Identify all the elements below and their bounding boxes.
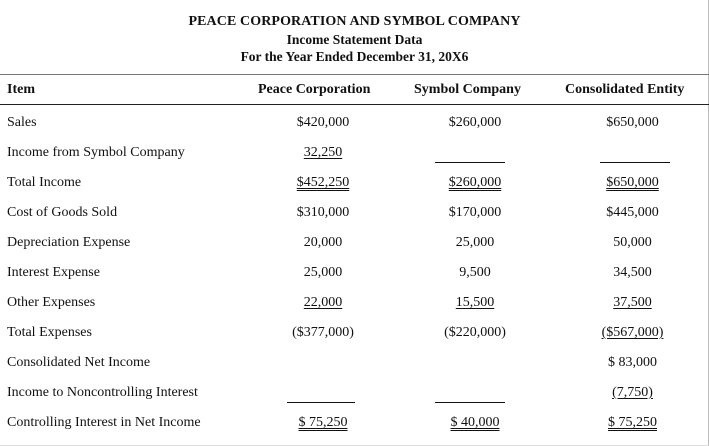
table-row <box>0 142 709 172</box>
consolidated-value: (7,750) <box>612 385 653 400</box>
column-header-item: Item <box>7 82 35 97</box>
peace-value: ($377,000) <box>292 325 354 340</box>
table-row <box>0 352 709 382</box>
row-label: Controlling Interest in Net Income <box>7 415 201 430</box>
symbol-value: $ 40,000 <box>450 415 500 430</box>
symbol-value: $260,000 <box>448 175 502 190</box>
statement-subtitle: Income Statement Data <box>286 32 423 47</box>
row-label: Cost of Goods Sold <box>7 205 118 220</box>
peace-value: $ 75,250 <box>298 415 348 430</box>
blank-line <box>435 402 505 403</box>
consolidated-value: $650,000 <box>606 115 659 130</box>
header-top-rule <box>0 74 709 75</box>
consolidated-value: $445,000 <box>606 205 659 220</box>
blank-line <box>600 162 670 163</box>
row-label: Interest Expense <box>7 265 100 280</box>
table-row <box>0 382 709 412</box>
peace-value: 32,250 <box>303 145 343 160</box>
symbol-value: $170,000 <box>448 205 502 220</box>
table-row <box>0 202 709 232</box>
table-row <box>0 232 709 262</box>
row-label: Income from Symbol Company <box>7 145 185 160</box>
column-header-symbol: Symbol Company <box>414 82 521 97</box>
blank-line <box>287 402 355 403</box>
table-row <box>0 412 709 442</box>
symbol-value: 15,500 <box>455 295 495 310</box>
row-label: Depreciation Expense <box>7 235 131 250</box>
symbol-value: 25,000 <box>455 235 495 250</box>
consolidated-value: $ 75,250 <box>608 415 657 430</box>
column-header-peace: Peace Corporation <box>258 82 371 97</box>
header-bottom-rule <box>0 104 709 105</box>
blank-line <box>435 162 505 163</box>
peace-value: 25,000 <box>303 265 343 280</box>
consolidated-value: $ 83,000 <box>608 355 657 370</box>
row-label: Other Expenses <box>7 295 96 310</box>
table-row <box>0 172 709 202</box>
statement-title: PEACE CORPORATION AND SYMBOL COMPANY <box>188 14 521 29</box>
consolidated-value: $650,000 <box>606 175 659 190</box>
statement-period: For the Year Ended December 31, 20X6 <box>240 49 469 64</box>
column-header-consolidated: Consolidated Entity <box>565 82 685 97</box>
statement-title-block <box>0 12 709 65</box>
symbol-value: $260,000 <box>448 115 502 130</box>
row-label: Total Expenses <box>7 325 92 340</box>
table-row <box>0 112 709 142</box>
consolidated-value: ($567,000) <box>601 325 664 340</box>
peace-value: 20,000 <box>303 235 343 250</box>
peace-value: $420,000 <box>296 115 350 130</box>
row-label: Sales <box>7 115 37 130</box>
row-label: Consolidated Net Income <box>7 355 151 370</box>
consolidated-value: 50,000 <box>613 235 652 250</box>
peace-value: $310,000 <box>296 205 350 220</box>
symbol-value: 9,500 <box>459 265 491 280</box>
peace-value: $452,250 <box>296 175 350 190</box>
row-label: Total Income <box>7 175 82 190</box>
peace-value: 22,000 <box>303 295 343 310</box>
symbol-value: ($220,000) <box>444 325 506 340</box>
table-row <box>0 292 709 322</box>
consolidated-value: 34,500 <box>613 265 652 280</box>
consolidated-value: 37,500 <box>613 295 652 310</box>
row-label: Income to Noncontrolling Interest <box>7 385 198 400</box>
table-row <box>0 322 709 352</box>
table-row <box>0 262 709 292</box>
